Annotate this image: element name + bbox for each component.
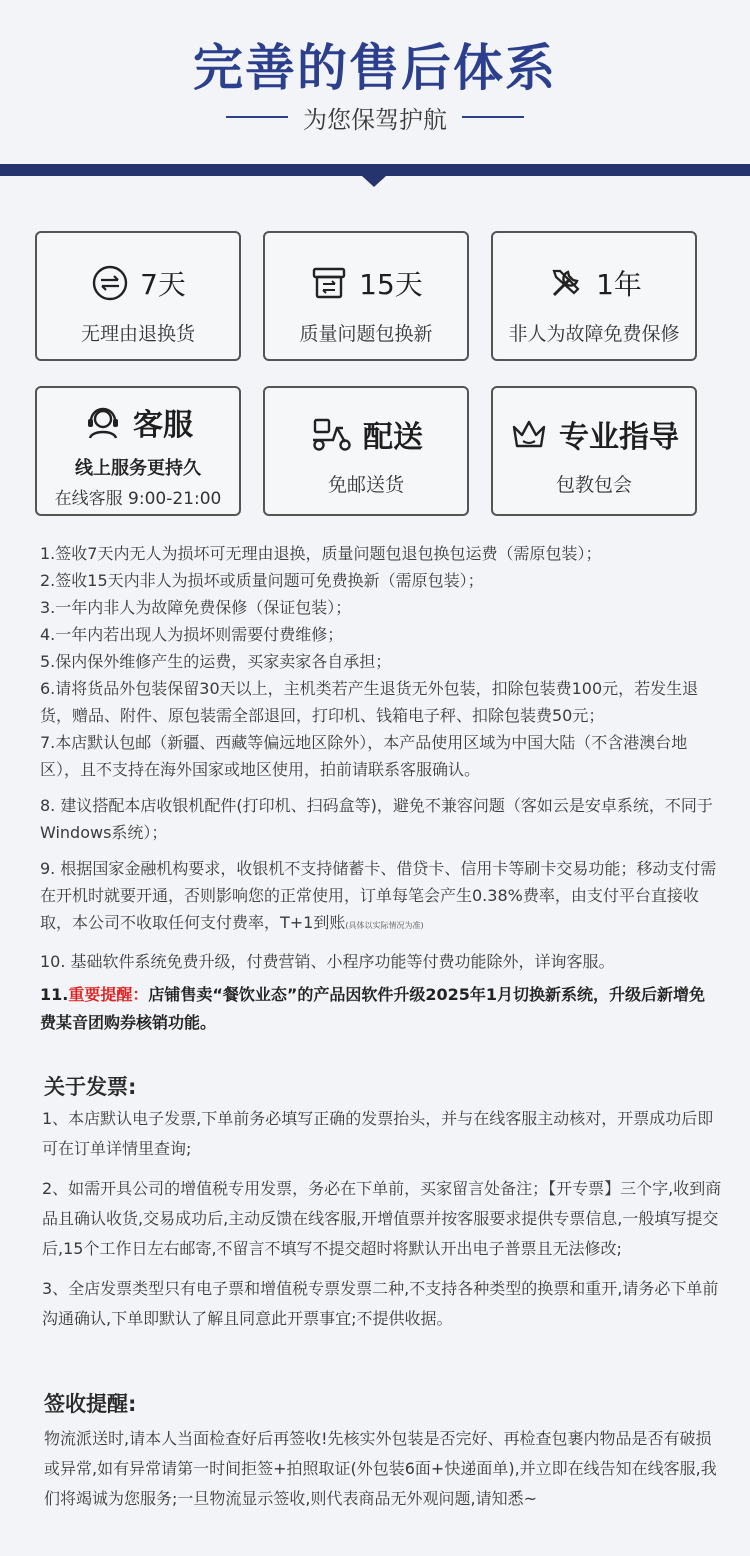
card-big-text: 客服 [133,408,193,443]
card-sub-text-2: 在线客服 9:00-21:00 [54,489,222,509]
rule-number: 11. [40,985,69,1004]
important-label: 重要提醒： [68,985,149,1004]
rule-item: 3.一年内非人为故障免费保修（保证包装）； [40,598,352,617]
rule-item: 7.本店默认包邮（新疆、西藏等偏远地区除外），本产品使用区域为中国大陆（不含港澳台地区），且不支持在海外国家或地区使用，拍前请联系客服确认。 [40,733,688,779]
card-sub-text: 包教包会 [555,474,632,496]
card-big-text: 1年 [596,268,642,301]
card-big-text: 配送 [363,420,423,455]
card-1year-warranty [491,231,697,361]
service-rules [40,540,720,1037]
card-7day-return [35,231,241,361]
invoice-section [42,1104,722,1344]
rule-item: 8. 建议搭配本店收银机配件(打印机、扫码盒等)，避免不兼容问题（客如云是安卓系统，不同于Windows系统）； [40,796,713,842]
rule-item: 6.请将货品外包装保留30天以上，主机类若产生退货无外包装，扣除包装费100元，若发生退货，赠品、附件、原包装需全部退回，打印机、钱箱电子秤、扣除包装费50元； [40,679,699,725]
box-exchange-icon [309,263,349,303]
header-notch [362,176,386,187]
page-title: 完善的售后体系 [193,39,557,97]
card-sub-text-1: 线上服务更持久 [75,458,201,479]
rule-item-important [40,981,720,1037]
card-sub-text: 质量问题包换新 [299,323,433,345]
rule-item [40,855,720,939]
rule-note: (具体以实际情况为准) [345,921,424,930]
invoice-item: 1、本店默认电子发票,下单前务必填写正确的发票抬头，并与在线客服主动核对，开票成功后即可在订单详情里查询; [42,1109,714,1158]
card-customer-service [35,386,241,516]
card-big-text: 7天 [140,268,186,301]
tools-icon [546,263,586,303]
invoice-title: 关于发票: [44,1075,137,1099]
rule-text: 店铺售卖“餐饮业态”的产品因软件升级2025年1月切换新系统，升级后新增免费某音团购券核销功能。 [40,985,706,1032]
card-big-text: 专业指导 [559,420,679,455]
rule-item: 1.签收7天内无人为损坏可无理由退换，质量问题包退包换包运费（需原包装）； [40,544,602,563]
rule-item: 2.签收15天内非人为损坏或质量问题可免费换新（需原包装）； [40,571,484,590]
page-subtitle: 为您保驾护航 [303,106,447,134]
rule-item: 10. 基础软件系统免费升级，付费营销、小程序功能等付费功能除外，详询客服。 [40,952,615,971]
card-big-text: 15天 [359,268,423,301]
rule-item: 4.一年内若出现人为损坏则需要付费维修； [40,625,344,644]
sign-title: 签收提醒: [44,1392,137,1416]
invoice-item: 3、全店发票类型只有电子票和增值税专票发票二种,不支持各种类型的换票和重开,请务必下单前沟通确认,下单即默认了解且同意此开票事宜;不提供收据。 [42,1279,719,1328]
customer-service-icon [83,402,123,442]
card-sub-text: 免邮送货 [327,474,404,496]
subtitle-line-right [462,116,524,118]
card-sub-text: 非人为故障免费保修 [508,323,680,345]
card-professional-guide [491,386,697,516]
rule-item: 5.保内保外维修产生的运费，买家卖家各自承担； [40,652,392,671]
return-circle-icon [90,263,130,303]
header-bar [0,164,750,176]
header [0,0,750,190]
sign-text: 物流派送时,请本人当面检查好后再签收!先核实外包装是否完好、再检查包裹内物品是否有破损或异常,如有异常请第一时间拒签+拍照取证(外包装6面+快递面单),并立即在线告知在线客服,我们将竭诚为您服务;一旦物流显示签收,则代表商品无外观问题,请知悉~ [44,1429,717,1508]
crown-icon [509,414,549,454]
card-15day-exchange [263,231,469,361]
card-sub-text: 无理由退换货 [80,323,195,345]
invoice-item: 2、如需开具公司的增值税专用发票，务必在下单前，买家留言处备注；【开专票】三个字,收到商品且确认收货,交易成功后,主动反馈在线客服,开增值票并按客服要求提供专票信息,一般填写提交后,15个工作日左右邮寄,不留言不填写不提交超时将默认开出电子普票且无法修改; [42,1179,722,1258]
rule-text: 9. 根据国家金融机构要求，收银机不支持储蓄卡、借贷卡、信用卡等刷卡交易功能；移动支付需在开机时就要开通，否则影响您的正常使用，订单每笔会产生0.38%费率，由支付平台直接收取，本公司不收取任何支付费率，T+1到账 [40,859,717,932]
delivery-scooter-icon [309,414,353,454]
card-delivery [263,386,469,516]
